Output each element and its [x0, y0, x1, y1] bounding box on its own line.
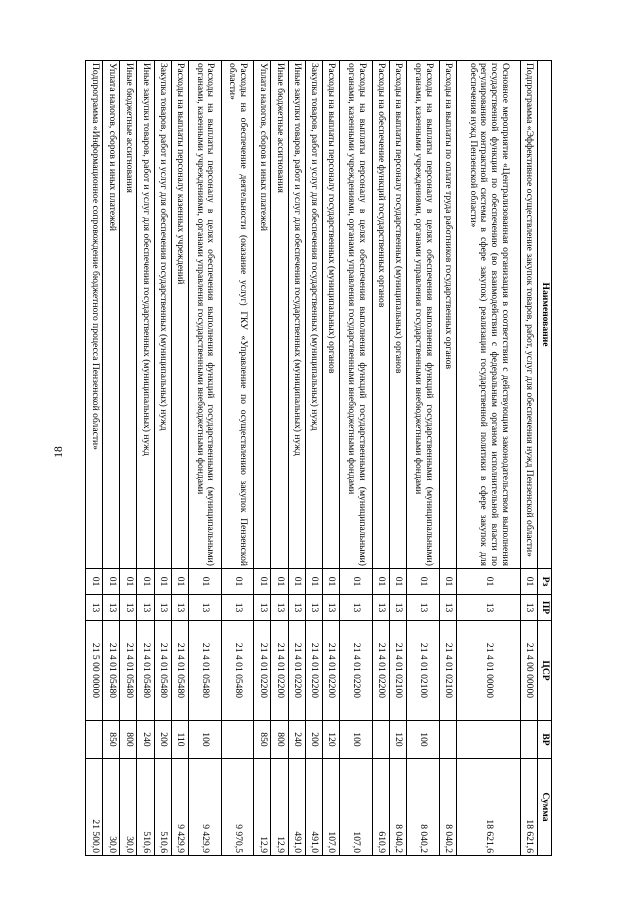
- cell-rz: 01: [171, 569, 188, 595]
- cell-pr: 13: [520, 595, 537, 621]
- cell-pr: 13: [120, 595, 137, 621]
- cell-vr: 850: [103, 721, 120, 759]
- cell-rz: 01: [271, 569, 288, 595]
- cell-pr: 13: [288, 595, 305, 621]
- table-row: [154, 61, 171, 856]
- cell-name: Иные бюджетные ассигнования: [271, 61, 288, 569]
- cell-vr: [86, 721, 103, 759]
- table-row: [86, 61, 103, 856]
- cell-name: Закупка товаров, работ и услуг для обеспечения государственных (муниципальных) нужд: [305, 61, 322, 569]
- cell-sum: 8 040,2: [439, 759, 456, 856]
- cell-name: Основное мероприятие «Централизованная организация в соответствии с действующим законодательством выполнения государственной функции по обеспечению (во взаимодействии с федеральным органом исполнительной власти по регулированию контрактной системы в сфере закупок) реализации государственной политики в сфере закупок для обеспечения нужд Пензенской области»: [456, 61, 520, 569]
- cell-sum: 510,6: [154, 759, 171, 856]
- cell-csr: 21 4 01 02100: [389, 621, 406, 721]
- cell-vr: 240: [137, 721, 154, 759]
- cell-name: Расходы на выплаты персоналу государственных (муниципальных) органов: [389, 61, 406, 569]
- table-row: [456, 61, 520, 856]
- cell-name: Расходы на обеспечение деятельности (оказание услуг) ГКУ «Управление по осуществлению закупок Пензенской области»: [221, 61, 254, 569]
- cell-pr: 13: [439, 595, 456, 621]
- cell-name: Подпрограмма «Эффективное осуществление закупок товаров, работ, услуг для обеспечения нужд Пензенской области»: [520, 61, 537, 569]
- cell-sum: 9 429,9: [188, 759, 221, 856]
- cell-csr: 21 4 01 02200: [288, 621, 305, 721]
- col-header-csr: ЦСР: [538, 621, 552, 721]
- cell-rz: 01: [389, 569, 406, 595]
- cell-csr: 21 4 01 02100: [406, 621, 439, 721]
- col-header-vr: ВР: [538, 721, 552, 759]
- cell-rz: 01: [137, 569, 154, 595]
- cell-sum: 8 040,2: [406, 759, 439, 856]
- table-row: [322, 61, 339, 856]
- cell-csr: 21 4 01 00000: [456, 621, 520, 721]
- cell-csr: 21 4 01 02200: [271, 621, 288, 721]
- cell-sum: 491,0: [305, 759, 322, 856]
- cell-name: Иные бюджетные ассигнования: [120, 61, 137, 569]
- cell-rz: 01: [188, 569, 221, 595]
- cell-csr: 21 4 01 02200: [305, 621, 322, 721]
- cell-sum: 21 500,0: [86, 759, 103, 856]
- cell-csr: 21 4 01 02200: [339, 621, 372, 721]
- cell-rz: 01: [154, 569, 171, 595]
- cell-name: Иные закупки товаров, работ и услуг для обеспечения государственных (муниципальных) нужд: [288, 61, 305, 569]
- table-header-row: [538, 61, 552, 856]
- cell-pr: 13: [389, 595, 406, 621]
- cell-rz: 01: [120, 569, 137, 595]
- cell-sum: 491,0: [288, 759, 305, 856]
- cell-sum: 107,0: [339, 759, 372, 856]
- cell-csr: 21 4 01 05480: [103, 621, 120, 721]
- cell-sum: 18 621,6: [520, 759, 537, 856]
- cell-vr: [439, 721, 456, 759]
- cell-name: Расходы на выплаты персоналу государственных (муниципальных) органов: [322, 61, 339, 569]
- cell-vr: 800: [120, 721, 137, 759]
- cell-vr: 800: [271, 721, 288, 759]
- cell-vr: 100: [339, 721, 372, 759]
- cell-rz: 01: [288, 569, 305, 595]
- cell-name: Расходы на выплаты персоналу в целях обеспечения выполнения функций государственными (муниципальными) органами, казенными учреждениями, органами управления государственными внебюджетными фондами: [339, 61, 372, 569]
- cell-csr: 21 4 01 05480: [221, 621, 254, 721]
- cell-csr: 21 4 01 02200: [322, 621, 339, 721]
- cell-name: Подпрограмма «Информационное сопровождение бюджетного процесса Пензенской области»: [86, 61, 103, 569]
- cell-vr: 200: [305, 721, 322, 759]
- cell-csr: 21 4 01 05480: [137, 621, 154, 721]
- table-row: [188, 61, 221, 856]
- cell-vr: 120: [322, 721, 339, 759]
- cell-pr: 13: [456, 595, 520, 621]
- cell-csr: 21 5 00 00000: [86, 621, 103, 721]
- table-row: [520, 61, 537, 856]
- cell-pr: 13: [372, 595, 389, 621]
- cell-name: Закупка товаров, работ и услуг для обеспечения государственных (муниципальных) нужд: [154, 61, 171, 569]
- cell-vr: 110: [171, 721, 188, 759]
- cell-rz: 01: [339, 569, 372, 595]
- cell-pr: 13: [322, 595, 339, 621]
- cell-vr: [372, 721, 389, 759]
- table-row: [389, 61, 406, 856]
- cell-pr: 13: [406, 595, 439, 621]
- cell-sum: 9 970,5: [221, 759, 254, 856]
- cell-pr: 13: [154, 595, 171, 621]
- table-row: [288, 61, 305, 856]
- cell-sum: 18 621,6: [456, 759, 520, 856]
- table-body: [86, 61, 538, 856]
- cell-rz: 01: [103, 569, 120, 595]
- cell-rz: 01: [86, 569, 103, 595]
- cell-rz: 01: [439, 569, 456, 595]
- cell-sum: 30,0: [120, 759, 137, 856]
- table-row: [103, 61, 120, 856]
- cell-csr: 21 4 01 05480: [171, 621, 188, 721]
- page-number: 18: [53, 446, 65, 458]
- cell-csr: 21 4 01 05480: [120, 621, 137, 721]
- table-row: [171, 61, 188, 856]
- col-header-name: Наименование: [538, 61, 552, 569]
- col-header-rz: Рз: [538, 569, 552, 595]
- cell-vr: 100: [406, 721, 439, 759]
- cell-vr: 850: [254, 721, 271, 759]
- table-row: [137, 61, 154, 856]
- cell-rz: 01: [520, 569, 537, 595]
- cell-name: Расходы на выплаты персоналу казенных учреждений: [171, 61, 188, 569]
- cell-rz: 01: [254, 569, 271, 595]
- cell-name: Расходы на обеспечение функций государственных органов: [372, 61, 389, 569]
- cell-pr: 13: [254, 595, 271, 621]
- cell-vr: [456, 721, 520, 759]
- cell-rz: 01: [372, 569, 389, 595]
- table-row: [406, 61, 439, 856]
- cell-vr: [520, 721, 537, 759]
- cell-vr: 200: [154, 721, 171, 759]
- cell-csr: 21 4 01 05480: [154, 621, 171, 721]
- cell-name: Расходы на выплаты персоналу в целях обеспечения выполнения функций государственными (муниципальными) органами, казенными учреждениями, органами управления государственными внебюджетными фондами: [188, 61, 221, 569]
- table-row: [305, 61, 322, 856]
- table-row: [120, 61, 137, 856]
- cell-vr: 240: [288, 721, 305, 759]
- cell-pr: 13: [271, 595, 288, 621]
- cell-name: Расходы на выплаты по оплате труда работников государственных органов: [439, 61, 456, 569]
- cell-vr: 100: [188, 721, 221, 759]
- cell-sum: 30,0: [103, 759, 120, 856]
- col-header-pr: ПР: [538, 595, 552, 621]
- cell-csr: 21 4 01 02100: [439, 621, 456, 721]
- cell-pr: 13: [137, 595, 154, 621]
- col-header-sum: Сумма: [538, 759, 552, 856]
- cell-pr: 13: [171, 595, 188, 621]
- cell-pr: 13: [86, 595, 103, 621]
- cell-sum: 12,9: [271, 759, 288, 856]
- rotated-page-content: [85, 60, 552, 855]
- table-row: [339, 61, 372, 856]
- table-row: [254, 61, 271, 856]
- cell-sum: 610,9: [372, 759, 389, 856]
- cell-sum: 12,9: [254, 759, 271, 856]
- cell-csr: 21 4 00 00000: [520, 621, 537, 721]
- cell-csr: 21 4 01 05480: [188, 621, 221, 721]
- table-row: [221, 61, 254, 856]
- cell-rz: 01: [221, 569, 254, 595]
- cell-vr: [221, 721, 254, 759]
- cell-pr: 13: [188, 595, 221, 621]
- cell-rz: 01: [456, 569, 520, 595]
- cell-csr: 21 4 01 02200: [372, 621, 389, 721]
- cell-sum: 9 429,9: [171, 759, 188, 856]
- cell-pr: 13: [221, 595, 254, 621]
- cell-sum: 510,6: [137, 759, 154, 856]
- table-row: [439, 61, 456, 856]
- table-row: [271, 61, 288, 856]
- cell-rz: 01: [322, 569, 339, 595]
- cell-sum: 8 040,2: [389, 759, 406, 856]
- cell-pr: 13: [103, 595, 120, 621]
- cell-name: Уплата налогов, сборов и иных платежей: [103, 61, 120, 569]
- cell-rz: 01: [406, 569, 439, 595]
- cell-name: Уплата налогов, сборов и иных платежей: [254, 61, 271, 569]
- cell-name: Иные закупки товаров, работ и услуг для обеспечения государственных (муниципальных) нужд: [137, 61, 154, 569]
- cell-pr: 13: [305, 595, 322, 621]
- cell-rz: 01: [305, 569, 322, 595]
- cell-name: Расходы на выплаты персоналу в целях обеспечения выполнения функций государственными (муниципальными) органами, казенными учреждениями, органами управления государственными внебюджетными фондами: [406, 61, 439, 569]
- cell-vr: 120: [389, 721, 406, 759]
- cell-csr: 21 4 01 02200: [254, 621, 271, 721]
- cell-sum: 107,0: [322, 759, 339, 856]
- budget-table: [85, 60, 552, 856]
- table-row: [372, 61, 389, 856]
- cell-pr: 13: [339, 595, 372, 621]
